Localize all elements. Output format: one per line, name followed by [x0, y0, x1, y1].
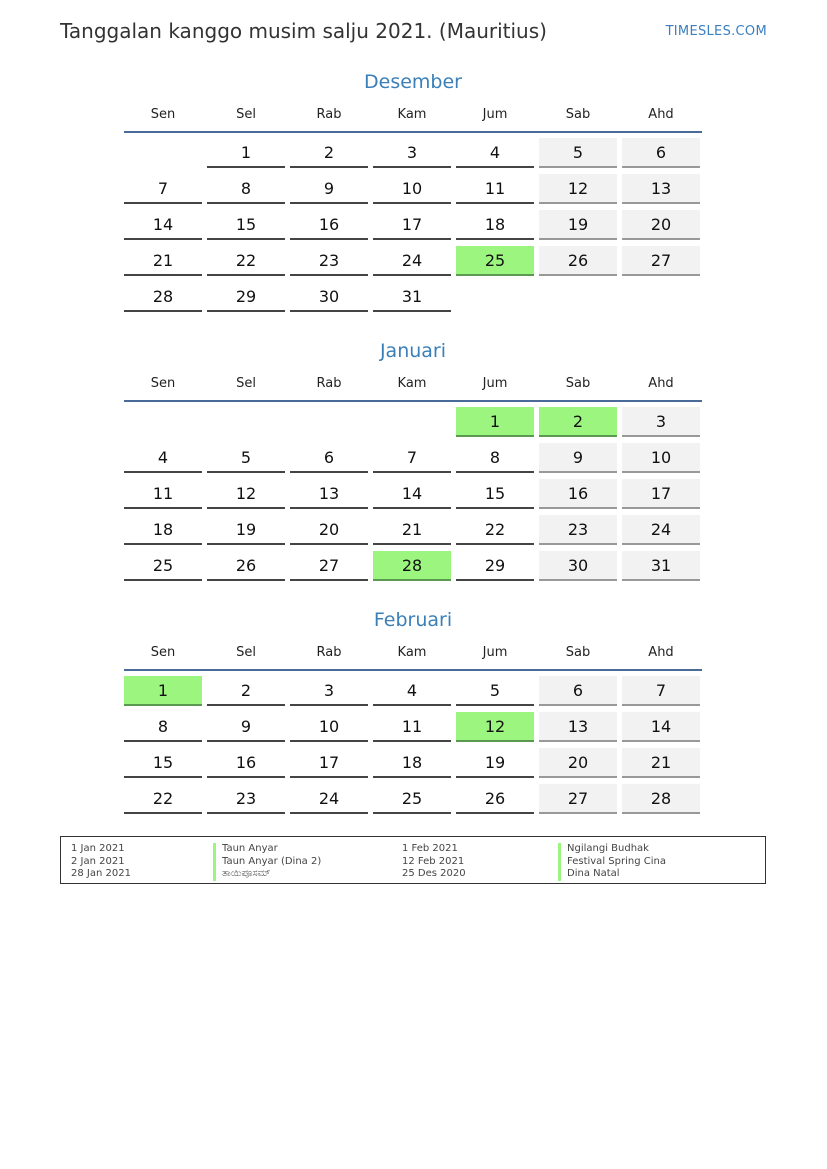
- day-cell: 16: [207, 748, 285, 778]
- weekday-label: Sab: [565, 644, 591, 660]
- weekend-day-cell: 10: [622, 443, 700, 473]
- weekday-label: Kam: [397, 644, 427, 660]
- legend-names-col-2: [558, 843, 666, 881]
- day-cell: 21: [124, 246, 202, 276]
- day-cell: 10: [373, 174, 451, 204]
- legend-date: 25 Des 2020: [402, 868, 466, 879]
- legend-holiday-name: Taun Anyar (Dina 2): [213, 856, 321, 869]
- weekday-label: Kam: [397, 106, 427, 122]
- day-cell: 29: [456, 551, 534, 581]
- day-cell: 2: [290, 138, 368, 168]
- weekend-day-cell: 27: [622, 246, 700, 276]
- month-title: Desember: [364, 71, 462, 93]
- header-divider: [124, 131, 702, 133]
- weekend-day-cell: 26: [539, 246, 617, 276]
- day-cell: 17: [373, 210, 451, 240]
- weekend-day-cell: 20: [622, 210, 700, 240]
- month-title: Januari: [379, 340, 447, 362]
- weekday-label: Ahd: [648, 106, 674, 122]
- legend-holiday-name: Dina Natal: [558, 868, 666, 881]
- day-cell: 20: [290, 515, 368, 545]
- brand-logo[interactable]: TIMESLES.COM: [665, 24, 767, 39]
- day-cell: 2: [207, 676, 285, 706]
- day-cell: 23: [290, 246, 368, 276]
- page-title: Tanggalan kanggo musim salju 2021. (Mauritius): [60, 19, 547, 43]
- day-cell: 5: [207, 443, 285, 473]
- day-cell: 19: [207, 515, 285, 545]
- day-cell: 10: [290, 712, 368, 742]
- day-cell: 8: [124, 712, 202, 742]
- weekday-header: [124, 638, 702, 666]
- day-cell: 3: [373, 138, 451, 168]
- holiday-legend: [60, 836, 766, 884]
- day-cell: 16: [290, 210, 368, 240]
- weekday-header: [124, 100, 702, 128]
- legend-holiday-name: ತಾಯಿಪೂಸಮ್: [213, 868, 321, 881]
- day-cell: 23: [207, 784, 285, 814]
- holiday-day-cell: 1: [456, 407, 534, 437]
- header-divider: [124, 400, 702, 402]
- weekend-day-cell: 27: [539, 784, 617, 814]
- day-cell: 9: [290, 174, 368, 204]
- weekday-label: Sel: [236, 644, 256, 660]
- weekend-day-cell: 31: [622, 551, 700, 581]
- weekend-day-cell: 6: [622, 138, 700, 168]
- day-cell: 11: [124, 479, 202, 509]
- weekday-label: Sab: [565, 106, 591, 122]
- day-cell: 4: [456, 138, 534, 168]
- holiday-day-cell: 28: [373, 551, 451, 581]
- weekday-label: Jum: [482, 644, 508, 660]
- day-cell: 18: [124, 515, 202, 545]
- weekend-day-cell: 5: [539, 138, 617, 168]
- weekday-label: Sab: [565, 375, 591, 391]
- day-cell: 4: [124, 443, 202, 473]
- day-cell: 5: [456, 676, 534, 706]
- day-grid: [124, 407, 702, 581]
- day-cell: 26: [207, 551, 285, 581]
- holiday-day-cell: 1: [124, 676, 202, 706]
- day-cell: 25: [124, 551, 202, 581]
- month-title: Februari: [373, 609, 453, 631]
- legend-dates-col-2: [402, 843, 466, 881]
- weekend-day-cell: 9: [539, 443, 617, 473]
- day-cell: 31: [373, 282, 451, 312]
- weekday-label: Rab: [316, 375, 342, 391]
- weekend-day-cell: 21: [622, 748, 700, 778]
- day-cell: 22: [456, 515, 534, 545]
- day-cell: 15: [456, 479, 534, 509]
- day-cell: 4: [373, 676, 451, 706]
- weekday-label: Jum: [482, 375, 508, 391]
- weekend-day-cell: 23: [539, 515, 617, 545]
- legend-date: 2 Jan 2021: [71, 855, 125, 867]
- weekday-label: Sen: [150, 644, 176, 660]
- day-cell: 7: [124, 174, 202, 204]
- day-cell: 7: [373, 443, 451, 473]
- weekend-day-cell: 19: [539, 210, 617, 240]
- holiday-day-cell: 12: [456, 712, 534, 742]
- empty-cell: [207, 407, 285, 437]
- weekend-day-cell: 24: [622, 515, 700, 545]
- header-divider: [124, 669, 702, 671]
- legend-dates-col-1: [71, 843, 131, 881]
- day-cell: 15: [124, 748, 202, 778]
- weekend-day-cell: 3: [622, 407, 700, 437]
- weekday-label: Sen: [150, 106, 176, 122]
- month-calendar: [124, 68, 702, 312]
- weekday-header: [124, 369, 702, 397]
- legend-holiday-name: Taun Anyar: [213, 843, 321, 856]
- empty-cell: [373, 407, 451, 437]
- day-cell: 22: [124, 784, 202, 814]
- day-grid: [124, 676, 702, 814]
- day-cell: 11: [373, 712, 451, 742]
- day-cell: 12: [207, 479, 285, 509]
- day-cell: 18: [373, 748, 451, 778]
- weekend-day-cell: 12: [539, 174, 617, 204]
- weekday-label: Ahd: [648, 375, 674, 391]
- weekday-label: Kam: [397, 375, 427, 391]
- legend-date: 12 Feb 2021: [402, 855, 465, 867]
- weekend-day-cell: 17: [622, 479, 700, 509]
- legend-holiday-name: Festival Spring Cina: [558, 856, 666, 869]
- day-cell: 27: [290, 551, 368, 581]
- empty-cell: [124, 138, 202, 168]
- weekend-day-cell: 13: [622, 174, 700, 204]
- weekend-day-cell: 14: [622, 712, 700, 742]
- day-cell: 14: [373, 479, 451, 509]
- legend-date: 28 Jan 2021: [71, 868, 131, 879]
- day-cell: 8: [456, 443, 534, 473]
- weekday-label: Rab: [316, 644, 342, 660]
- day-cell: 14: [124, 210, 202, 240]
- day-cell: 17: [290, 748, 368, 778]
- day-cell: 1: [207, 138, 285, 168]
- day-cell: 22: [207, 246, 285, 276]
- day-grid: [124, 138, 702, 312]
- weekday-label: Sel: [236, 106, 256, 122]
- day-cell: 28: [124, 282, 202, 312]
- day-cell: 30: [290, 282, 368, 312]
- day-cell: 8: [207, 174, 285, 204]
- weekday-label: Jum: [482, 106, 508, 122]
- month-calendar: [124, 606, 702, 814]
- legend-names-col-1: [213, 843, 321, 881]
- weekend-day-cell: 16: [539, 479, 617, 509]
- day-cell: 24: [373, 246, 451, 276]
- weekend-day-cell: 13: [539, 712, 617, 742]
- day-cell: 19: [456, 748, 534, 778]
- weekday-label: Rab: [316, 106, 342, 122]
- day-cell: 6: [290, 443, 368, 473]
- weekday-label: Sen: [150, 375, 176, 391]
- legend-date: 1 Feb 2021: [402, 843, 458, 854]
- day-cell: 29: [207, 282, 285, 312]
- weekend-day-cell: 30: [539, 551, 617, 581]
- weekday-label: Sel: [236, 375, 256, 391]
- month-calendar: [124, 337, 702, 581]
- day-cell: 25: [373, 784, 451, 814]
- weekend-day-cell: 6: [539, 676, 617, 706]
- legend-date: 1 Jan 2021: [71, 843, 125, 854]
- holiday-day-cell: 2: [539, 407, 617, 437]
- weekday-label: Ahd: [648, 644, 674, 660]
- legend-holiday-name: Ngilangi Budhak: [558, 843, 666, 856]
- day-cell: 26: [456, 784, 534, 814]
- weekend-day-cell: 28: [622, 784, 700, 814]
- empty-cell: [290, 407, 368, 437]
- day-cell: 9: [207, 712, 285, 742]
- day-cell: 11: [456, 174, 534, 204]
- day-cell: 21: [373, 515, 451, 545]
- day-cell: 18: [456, 210, 534, 240]
- day-cell: 24: [290, 784, 368, 814]
- day-cell: 3: [290, 676, 368, 706]
- day-cell: 13: [290, 479, 368, 509]
- holiday-day-cell: 25: [456, 246, 534, 276]
- weekend-day-cell: 7: [622, 676, 700, 706]
- empty-cell: [124, 407, 202, 437]
- weekend-day-cell: 20: [539, 748, 617, 778]
- day-cell: 15: [207, 210, 285, 240]
